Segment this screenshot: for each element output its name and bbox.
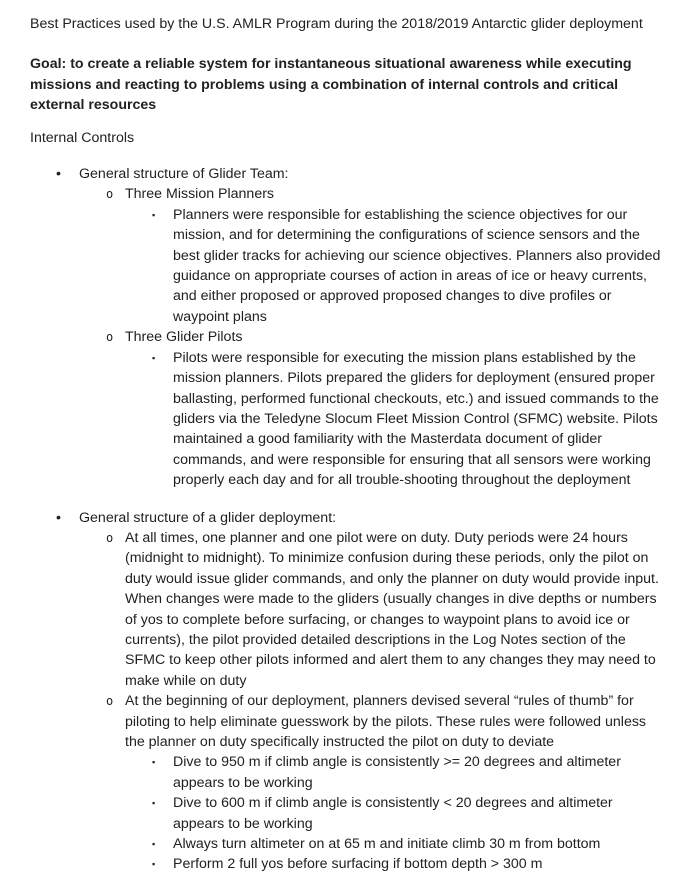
- square-bullet-icon: ▪: [152, 859, 156, 870]
- bullet-icon: •: [56, 509, 61, 526]
- list-item-rules-intro: [30, 691, 662, 752]
- circle-bullet-icon: o: [106, 694, 114, 709]
- list-item-planners-detail: [30, 205, 662, 327]
- list-item-text: Dive to 950 m if climb angle is consistently >= 20 degrees and altimeter appears to be working: [173, 754, 621, 791]
- circle-bullet-icon: o: [106, 330, 114, 345]
- list-item-text: General structure of Glider Team:: [79, 166, 289, 183]
- list-item-text: Dive to 600 m if climb angle is consistently < 20 degrees and altimeter appears to be working: [173, 795, 613, 832]
- list-item-glider-deployment: [30, 508, 662, 528]
- square-bullet-icon: ▪: [152, 209, 156, 220]
- list-item-text: At the beginning of our deployment, planners devised several “rules of thumb” for piloting to help eliminate guesswork by the pilots. These rules were followed unless the planner on duty specifically instructed the pilot on duty to deviate: [125, 693, 647, 750]
- document-title: Best Practices used by the U.S. AMLR Program during the 2018/2019 Antarctic glider deployment: [30, 16, 643, 32]
- bullet-icon: •: [56, 166, 61, 183]
- square-bullet-icon: ▪: [152, 757, 156, 768]
- blank-line: [30, 491, 662, 508]
- list-item-mission-planners: [30, 184, 662, 204]
- list-item-text: Three Mission Planners: [125, 186, 275, 203]
- list-item-text: Planners were responsible for establishing the science objectives for our mission, and for determining the configurations of science sensors and the best glider tracks for achieving our science objectives. Planners also provided guidance on appropriate courses of action in areas of ice or heavy currents, and either proposed or approved proposed changes to dive profiles or waypoint plans: [173, 206, 661, 325]
- list-item-text: Always turn altimeter on at 65 m and initiate climb 30 m from bottom: [173, 836, 601, 853]
- list-item-text: Pilots were responsible for executing the mission plans established by the mission planners. Pilots prepared the gliders for deployment (ensured proper ballasting, performed functional checkouts, etc.) and issued commands to the gliders via the Teledyne Slocum Fleet Mission Control (SFMC) website. Pilots maintained a good familiarity with the Masterdata document of glider commands, and were responsible for ensuring that all sensors were working properly each day and for all trouble-shooting throughout the deployment: [173, 349, 659, 489]
- list-item-text: Perform 2 full yos before surfacing if bottom depth > 300 m: [173, 856, 543, 873]
- section-heading-internal-controls: Internal Controls: [30, 129, 135, 146]
- list-item-duty-detail: [30, 528, 662, 691]
- circle-bullet-icon: o: [106, 530, 114, 545]
- list-item-rule-yos: [30, 854, 662, 874]
- goal-statement: Goal: to create a reliable system for instantaneous situational awareness while executing missions and reacting to problems using a combination of internal controls and critical external resources: [30, 56, 632, 114]
- list-item-text: General structure of a glider deployment:: [79, 509, 337, 526]
- circle-bullet-icon: o: [106, 187, 114, 202]
- list-item-rule-dive-600: [30, 793, 662, 834]
- list-item-pilots-detail: [30, 348, 662, 491]
- list-item-rule-altimeter: [30, 834, 662, 854]
- list-item-glider-team: [30, 164, 662, 184]
- list-item-text: At all times, one planner and one pilot were on duty. Duty periods were 24 hours (midnight to midnight). To minimize confusion during these periods, only the pilot on duty would issue glider commands, and only the planner on duty would provide input. When changes were made to the gliders (usually changes in dive depths or numbers of yos to complete before surfacing, or changes to waypoint plans to avoid ice or currents), the pilot provided detailed descriptions in the Log Notes section of the SFMC to keep other pilots informed and alert them to any changes they may need to make while on duty: [125, 529, 659, 689]
- list-item-text: Three Glider Pilots: [125, 329, 243, 346]
- square-bullet-icon: ▪: [152, 798, 156, 809]
- list-item-glider-pilots: [30, 327, 662, 347]
- list-item-rule-dive-950: [30, 752, 662, 793]
- square-bullet-icon: ▪: [152, 352, 156, 363]
- square-bullet-icon: ▪: [152, 839, 156, 850]
